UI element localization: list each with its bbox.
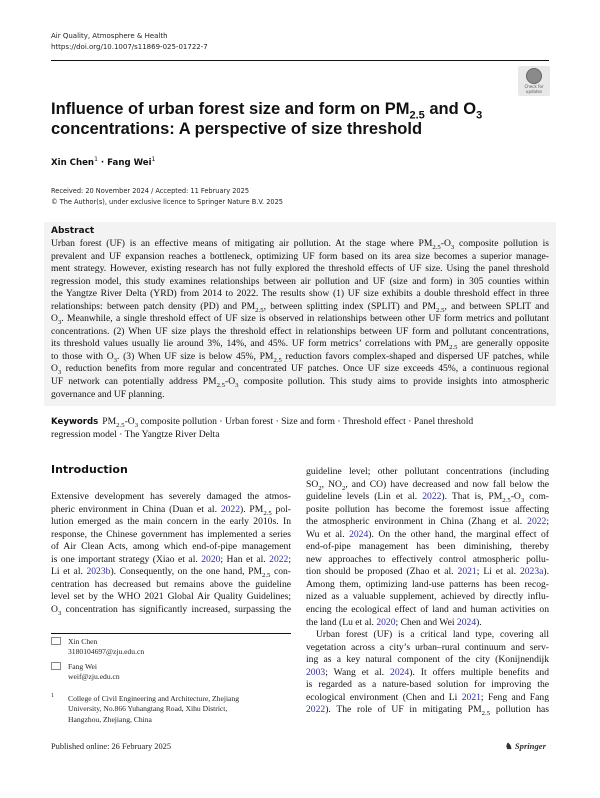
keywords (51, 416, 491, 441)
text-line: Extensive development has severely damaged the atmos- (51, 491, 291, 502)
left-column-text (51, 491, 291, 616)
text-line: prevalent and UF expansion reaches a bottleneck, optimizing UF form based on its area size becomes a superior manage- (51, 250, 549, 262)
text-line: $O_3$ reduction benefits from more regular and concentrated UF patches. Once UF size exceeds 45%, a continuous regional (51, 363, 549, 377)
right-column-text (306, 466, 549, 717)
text-line: 2003; Wang et al. 2024). It offers multiple benefits and (306, 666, 549, 678)
separator: · (216, 416, 225, 427)
keywords-label: Keywords (51, 417, 99, 427)
text-line: pheric environment in China (Duan et al. 2022). $PM_{2.5}$ pol- (51, 503, 291, 517)
envelope-icon (51, 662, 61, 670)
text-line: response, the Chinese government has implemented a series (51, 528, 291, 540)
affiliation-line: College of Civil Engineering and Architecture, Zhejiang (68, 694, 240, 703)
text-line: of Air Clean Acts, among which end-of-pipe management (51, 541, 291, 553)
publisher-logo (505, 741, 546, 752)
text-line: end-of-pipe management has been diminishing, thereby (306, 541, 549, 553)
text-line: $O_3$ concentration has significantly increased, surpassing the (51, 603, 291, 617)
title-line: concentrations: A perspective of size threshold (51, 120, 423, 138)
text-line: $O_3$. Meanwhile, a single threshold effect of UF size is observed in relationships between other UF form metrics and pollutant (51, 313, 549, 327)
check-for-updates-button[interactable] (518, 66, 550, 96)
text-line: Among them, optimizing land-use patterns has been recog- (306, 578, 549, 590)
contact-name: Fang Wei (68, 661, 97, 671)
affiliation-mark: 1 (151, 156, 156, 163)
contact-email[interactable]: weif@zju.edu.cn (68, 671, 120, 681)
affiliation-line: Hangzhou, Zhejiang, China (68, 714, 152, 724)
article-dates (51, 186, 283, 208)
text-line: $SO_2$, $NO_2$, and CO) have decreased and now fall below the (306, 478, 550, 492)
author-name[interactable]: Xin Chen (51, 157, 95, 168)
keyword: $PM_{2.5}-O_3$ composite pollution (102, 416, 217, 429)
text-line: the land (Lu et al. 2020; Chen and Wei 2024). (306, 616, 482, 628)
keyword: Panel threshold regression model (51, 416, 474, 440)
text-line: new approaches to effectively control atmospheric pollu- (306, 553, 549, 565)
contact-name: Xin Chen (68, 637, 98, 646)
keyword: Size and form (281, 416, 335, 427)
author-list (51, 156, 155, 168)
text-line: vegetation across a city’s urban–rural continuum and serv- (306, 641, 549, 653)
crossmark-icon (526, 68, 542, 84)
received-accepted: Received: 20 November 2024 / Accepted: 11 February 2025 (51, 187, 250, 195)
text-line: encing the ecological effect of land and human activities on (306, 604, 549, 616)
affiliation-number: 1 (51, 693, 54, 699)
abstract-heading: Abstract (51, 226, 95, 236)
text-line: nized as a valuable supplement, achieved by directly influ- (306, 591, 549, 603)
text-line: governance and UF planning. (51, 388, 165, 400)
published-online: Published online: 26 February 2025 (51, 742, 172, 751)
text-line: guideline levels (Lin et al. 2022). That is, $PM_{2.5}-O_3$ com- (306, 491, 549, 504)
text-line: the Yangtze River Delta (YRD) from 2014 to 2022. The results show (1) UF size exhibits a double threshold effect in three (51, 288, 549, 300)
header-rule (51, 60, 549, 61)
text-line: is regarded as a nature-based solution for improving the (306, 679, 549, 691)
separator: · (273, 416, 282, 427)
text-line: lution emerged as the main concern in the early 2010s. In (51, 516, 291, 528)
text-line: 2022). The role of UF in mitigating $PM_{2.5}$ pollution has (306, 704, 550, 718)
running-header (51, 31, 208, 53)
keyword: Threshold effect (342, 416, 406, 427)
text-line: level set by the WHO 2021 Global Air Quality Guidelines; (51, 591, 291, 603)
text-line: Urban forest (UF) is an effective means of mitigating air pollution. At the stage where $PM_{2.5}-O_3$ composite pollution is (51, 238, 549, 251)
copyright: © The Author(s), under exclusive licence to Springer Nature B.V. 2025 (51, 198, 283, 206)
keyword: The Yangtze River Delta (124, 428, 220, 440)
text-line: to those with $O_3$. (3) When UF size is below 45%, $PM_{2.5}$ reduction favors complex-shaped and dispersed UF patches, while (51, 350, 549, 364)
text-line: concentrations. (2) When UF size plays the threshold effect in relationships between UF form and pollutant concentrations, (51, 325, 549, 337)
page-title (51, 99, 549, 139)
text-line: regression model, this study examines relationships between air pollution and UF (size and form) in 305 counties within (51, 275, 549, 287)
contact-email[interactable]: 3180104697@zju.edu.cn (68, 647, 145, 657)
text-line: the atmospheric environment in China (Zhang et al. 2022; (306, 516, 549, 528)
text-line: Li et al. 2023b). Consequently, on the one hand, $PM_{2.5}$ con- (51, 566, 291, 580)
affiliation-line: University, No.866 Yuhangtang Road, Xihu District, (68, 704, 228, 714)
affiliation-mark: 1 (94, 156, 98, 163)
text-line: Wu et al. 2024). On the other hand, the marginal effect of (306, 528, 549, 540)
separator: · (335, 416, 343, 427)
text-line: ing as a key natural component of the city (Konijnendijk (306, 654, 549, 666)
text-line: is one important strategy (Xiao et al. 2020; Han et al. 2022; (51, 553, 291, 565)
text-line: tion should be proposed (Zhao et al. 2021; Li et al. 2023a). (306, 566, 549, 578)
text-line: its threshold values usually lie around 3%, 14%, and 45%. UF form metrics’ correlations with $PM_{2.5}$ are generally opposite (51, 338, 549, 352)
section-heading-introduction: Introduction (51, 463, 128, 476)
text-line: ment strategy. However, existing research has not fully explored the threshold effects of UF size. Using the panel threshold (51, 263, 549, 275)
separator: · (405, 416, 414, 427)
corresponding-authors (51, 637, 144, 682)
text-line: posite pollution has become the foremost issue affecting (306, 503, 549, 515)
keywords-list (51, 416, 473, 440)
badge-text: Check for (524, 84, 544, 89)
journal-name: Air Quality, Atmosphere & Health (51, 32, 168, 40)
affiliation (51, 694, 291, 725)
doi-link[interactable]: https://doi.org/10.1007/s11869-025-01722-7 (51, 43, 208, 51)
text-line: ecological environment (Chen and Li 2021; Feng and Fang (306, 691, 549, 703)
title-line: Influence of urban forest size and form on $PM_{2.5}$ and $O_3$ (51, 100, 483, 122)
abstract-body (51, 238, 549, 401)
text-line: centration has decreased but remains above the guideline (51, 578, 291, 590)
badge-text: updates (525, 89, 543, 94)
separator: · (100, 157, 105, 168)
separator: · (116, 428, 125, 440)
keyword: Urban forest (224, 416, 274, 427)
footnote-rule (51, 633, 291, 634)
publisher-name: Springer (514, 741, 546, 751)
envelope-icon (51, 637, 61, 645)
text-line: Urban forest (UF) is a critical land type, covering all (316, 629, 549, 641)
text-line: guideline level; other pollutant concentrations (including (306, 466, 549, 477)
text-line: UF network can potentially address $PM_{2.5}-O_3$ composite pollution. This study aims to provide insights into atmospheric (51, 376, 549, 389)
springer-horse-icon: ♞ (505, 741, 513, 751)
author-name[interactable]: Fang Wei (107, 157, 152, 168)
text-line: relationships: between patch density (PD) and $PM_{2.5}$, between splitting index (SPLIT) and $PM_{2.5}$, and between SPLIT and (51, 300, 550, 314)
